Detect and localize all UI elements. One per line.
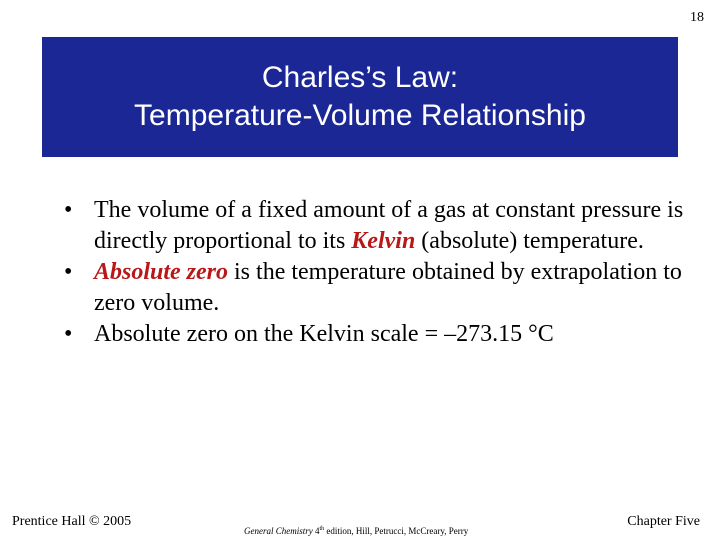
footer-edition-number: 4 — [315, 526, 320, 536]
bullet-dot-icon: • — [64, 321, 73, 347]
bullet-text: Absolute zero on the Kelvin scale = –273.15 °C — [94, 321, 554, 347]
bullet-item — [64, 319, 684, 350]
slide-title-line-1: Charles’s Law: — [261, 61, 459, 94]
bullet-text: (absolute) temperature. — [415, 228, 644, 254]
footer-publisher: Prentice Hall © 2005 — [12, 514, 132, 529]
footer-chapter: Chapter Five — [627, 514, 700, 529]
bullet-item — [64, 195, 684, 257]
footer-book-title: General Chemistry — [244, 526, 313, 536]
footer-authors: edition, Hill, Petrucci, McCreary, Perry — [324, 526, 469, 536]
slide-number: 18 — [690, 10, 704, 25]
bullet-list — [64, 195, 684, 350]
bullet-emphasis: Absolute zero — [94, 259, 229, 285]
slide-title-line-2: Temperature-Volume Relationship — [134, 99, 586, 132]
bullet-dot-icon: • — [64, 197, 73, 223]
bullet-item — [64, 257, 684, 319]
footer-citation — [244, 526, 468, 536]
bullet-dot-icon: • — [64, 259, 73, 285]
bullet-emphasis: Kelvin — [351, 228, 416, 254]
footer-edition-suffix: th — [319, 526, 325, 532]
title-banner — [42, 37, 678, 157]
bullet-text: is the temperature obtained by extrapolation to zero volume. — [94, 259, 682, 316]
bullet-text: The volume of a fixed amount of a gas at constant pressure is directly proportional to its — [94, 197, 684, 254]
